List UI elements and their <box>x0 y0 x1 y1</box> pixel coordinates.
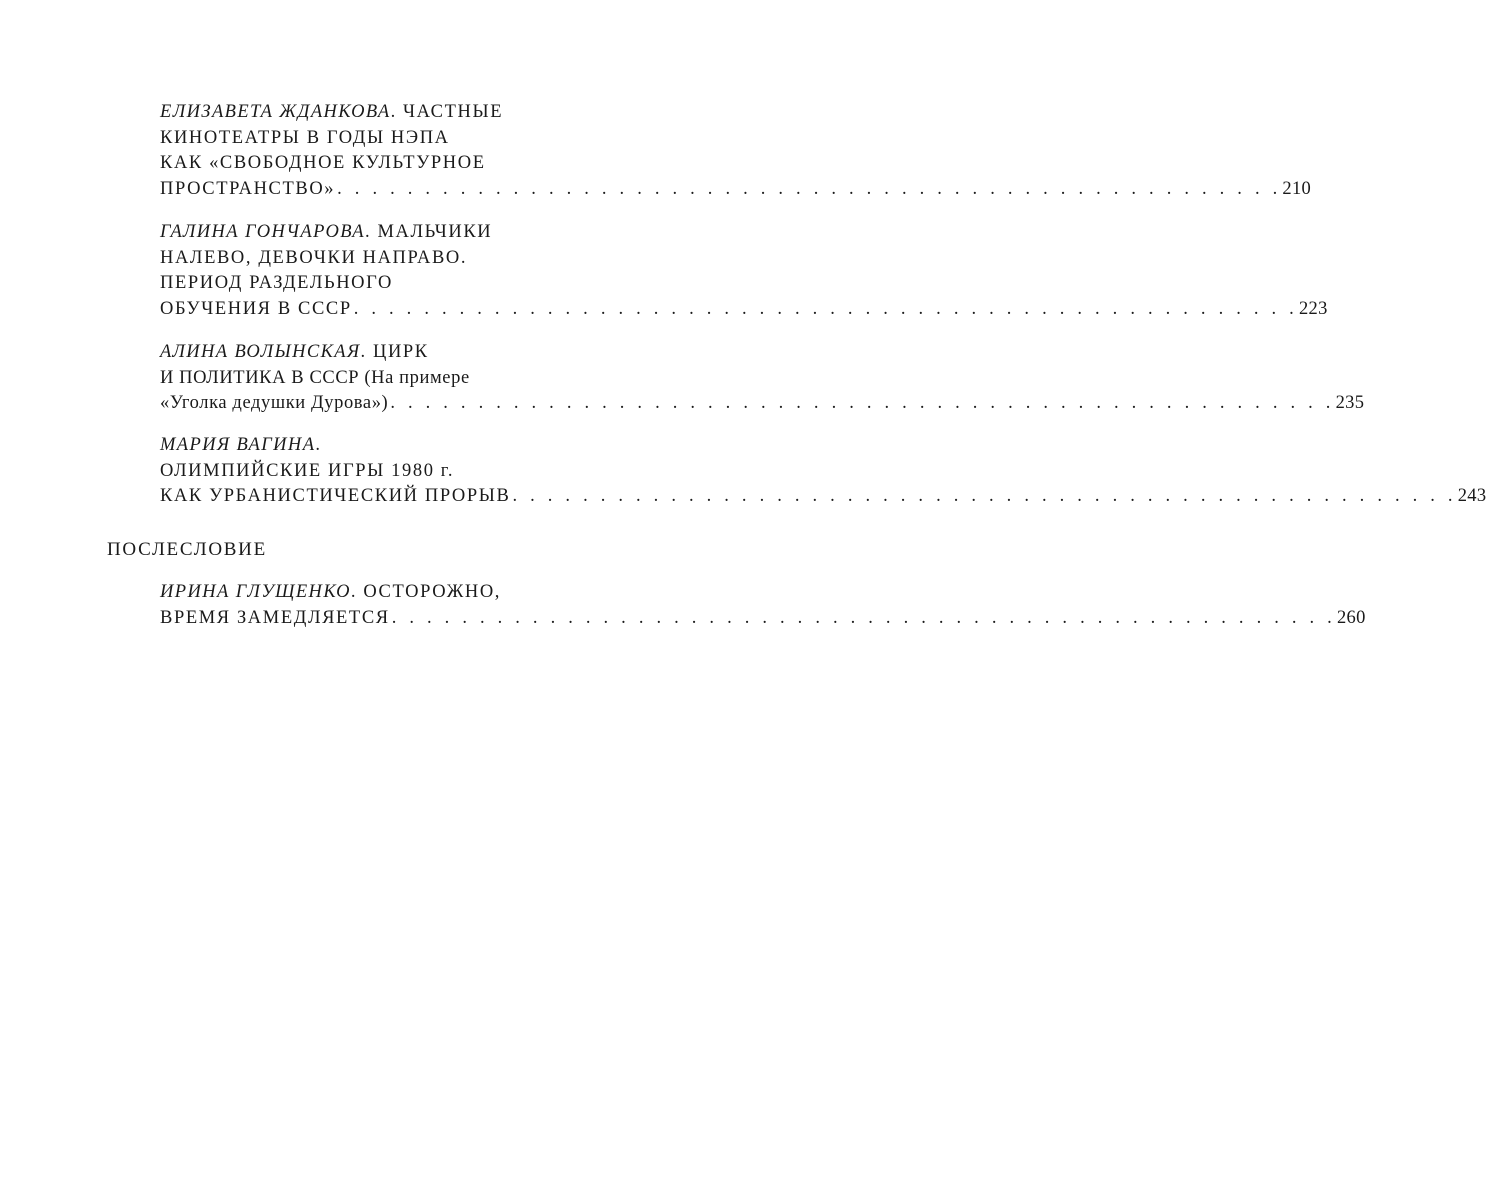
toc-entry-first-line <box>160 340 615 366</box>
toc-entry-title-end: «Уголка дедушки Дурова») <box>160 393 389 413</box>
dot-leader: . . . . . . . . . . . . . . . . . . . . . . . . . . . . . . . . . . . . . . . . . . . . . . . . . . . . . . <box>512 486 1457 506</box>
toc-entry-last-line <box>160 177 1312 203</box>
toc-entry-last-line <box>160 297 1328 323</box>
dot-leader: . . . . . . . . . . . . . . . . . . . . . . . . . . . . . . . . . . . . . . . . . . . . . . . . . . . . . . <box>337 178 1282 199</box>
toc-entry-author: АЛИНА ВОЛЫНСКАЯ <box>160 342 361 362</box>
toc-entry-title: . ОСТОРОЖНО, <box>350 582 502 602</box>
toc-entry-author: МАРИЯ ВАГИНА <box>160 435 316 455</box>
toc-entry <box>160 100 1312 202</box>
toc-entry <box>160 220 1328 322</box>
toc-entry-last-line <box>160 484 1486 510</box>
toc-entry-last-line <box>160 606 1366 632</box>
toc-entry-title: . ЦИРК <box>360 342 429 362</box>
section-heading: ПОСЛЕСЛОВИЕ <box>107 539 267 560</box>
toc-entry-title: . МАЛЬЧИКИ <box>365 222 493 242</box>
toc-entry-first-line <box>160 100 615 126</box>
dot-leader: . . . . . . . . . . . . . . . . . . . . . . . . . . . . . . . . . . . . . . . . . . . . . . . . . . . . . . <box>390 393 1335 413</box>
toc-entry-author: ГАЛИНА ГОНЧАРОВА <box>160 222 365 242</box>
toc-entry-title-end: ВРЕМЯ ЗАМЕДЛЯЕТСЯ <box>160 607 390 628</box>
toc-entry-first-line <box>160 580 615 606</box>
dot-leader: . . . . . . . . . . . . . . . . . . . . . . . . . . . . . . . . . . . . . . . . . . . . . . . . . . . . . . <box>353 298 1298 319</box>
toc-entry <box>160 580 1366 631</box>
toc-entry-title: . ЧАСТНЫЕ <box>390 102 504 122</box>
toc-entry-title-line: ПЕРИОД РАЗДЕЛЬНОГО <box>160 273 393 293</box>
toc-entry-title-line: КАК «СВОБОДНОЕ КУЛЬТУРНОЕ <box>160 153 486 173</box>
toc-entry-page-number: 210 <box>1282 178 1312 199</box>
toc-entry <box>160 433 1486 510</box>
toc-entry-first-line <box>160 433 615 459</box>
dot-leader: . . . . . . . . . . . . . . . . . . . . . . . . . . . . . . . . . . . . . . . . . . . . . . . . . . . . . . <box>391 607 1336 628</box>
toc-entry-page-number: 243 <box>1457 486 1486 506</box>
toc-entry-page-number: 235 <box>1335 393 1365 413</box>
toc-entry-title-end: ПРОСТРАНСТВО» <box>160 178 336 199</box>
toc-entry-title-line: ОЛИМПИЙСКИЕ ИГРЫ 1980 г. <box>160 460 455 481</box>
toc-entry-title-end: ОБУЧЕНИЯ В СССР <box>160 298 352 319</box>
toc-entry <box>160 340 1365 417</box>
toc-entry-author: ЕЛИЗАВЕТА ЖДАНКОВА <box>160 102 391 122</box>
toc-entry-title-line: И ПОЛИТИКА В СССР (На примере <box>160 367 470 388</box>
toc-entry-page-number: 223 <box>1299 298 1328 319</box>
toc-entry-title-line: КИНОТЕАТРЫ В ГОДЫ НЭПА <box>160 127 450 148</box>
toc-entry-author: ИРИНА ГЛУЩЕНКО <box>160 582 351 602</box>
toc-entry-title-end: КАК УРБАНИСТИЧЕСКИЙ ПРОРЫВ <box>160 486 511 506</box>
toc-entry-title-line: НАЛЕВО, ДЕВОЧКИ НАПРАВО. <box>160 247 468 268</box>
toc-entry-title: . <box>315 435 322 455</box>
toc-entry-page-number: 260 <box>1337 607 1366 628</box>
toc-entry-first-line <box>160 220 615 246</box>
toc-entry-last-line <box>160 391 1365 417</box>
